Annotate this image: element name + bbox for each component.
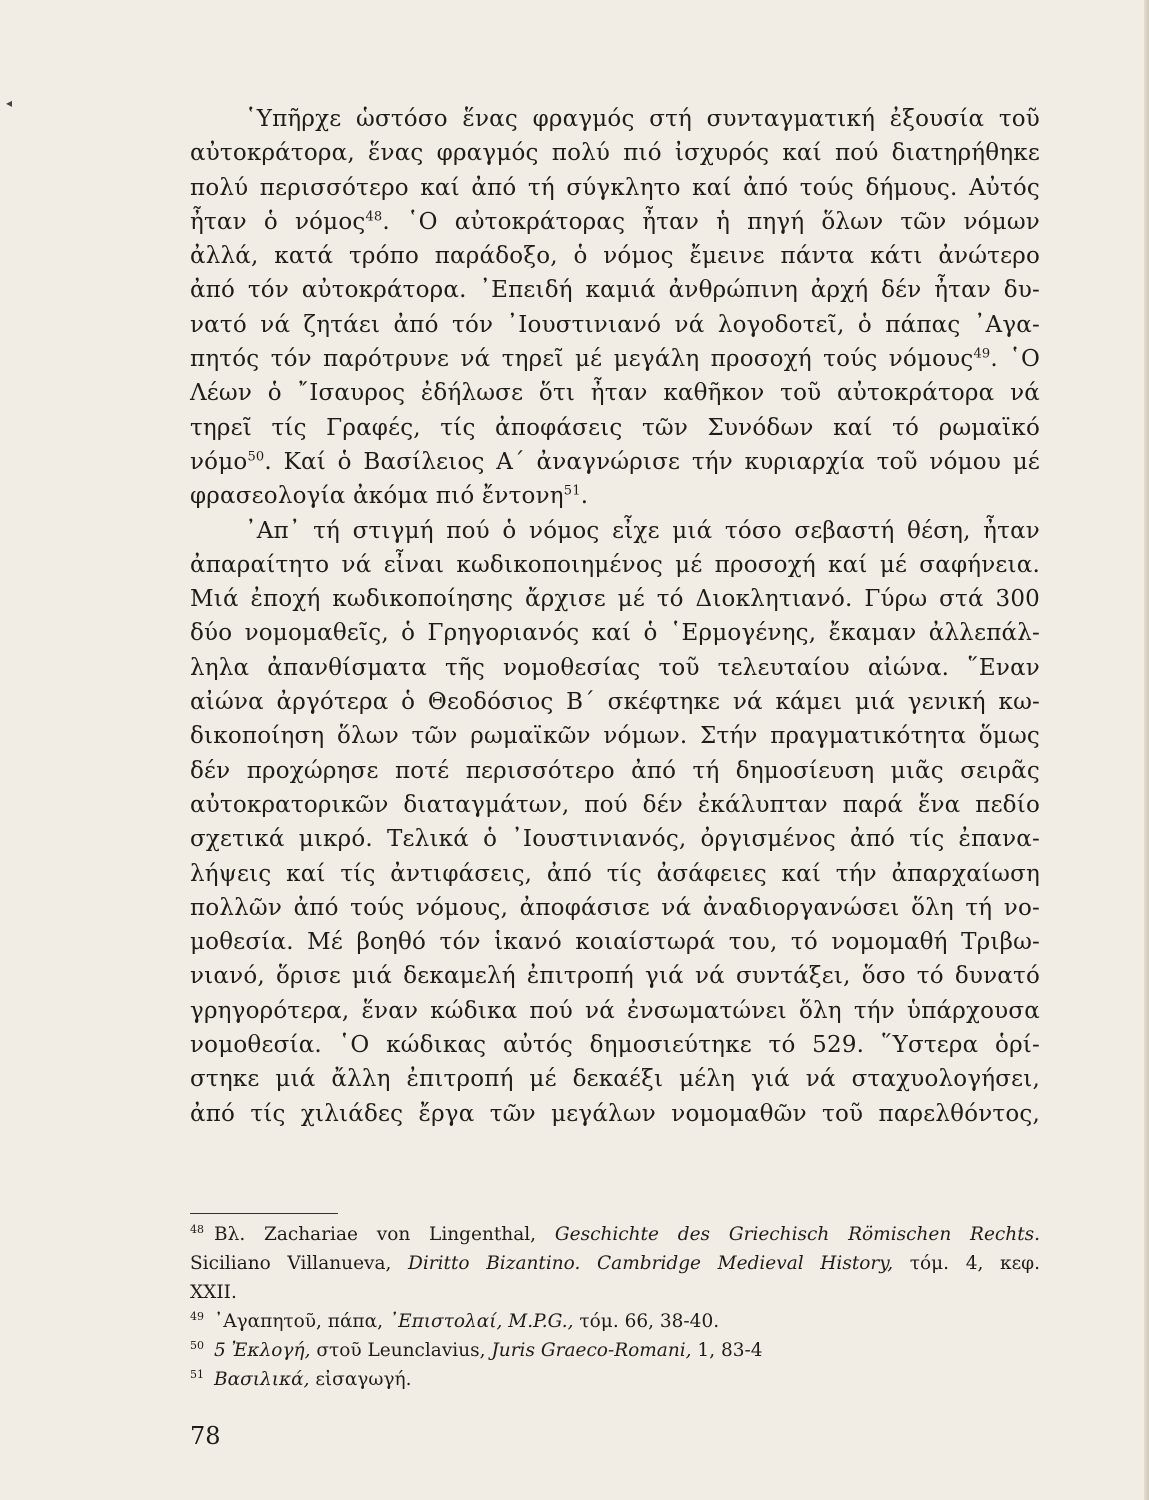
text-line [190,616,1040,650]
footnote-number: 50 [190,1338,204,1352]
line-text: Λέων ὁ ῎Ισαυρος ἐδήλωσε ὅτι ἦταν καθῆκον τοῦ αὐτοκράτορα νά [190,380,1040,407]
footnote-reference[interactable]: 50 [247,449,265,465]
text-line [190,685,1040,719]
footnote-50 [190,1336,1040,1365]
footnote-number: 49 [190,1309,204,1323]
line-text: μοθεσία. Μέ βοηθό τόν ἱκανό κοιαίστωρά του, τό νομομαθή Τριβω- [190,929,1040,956]
line-text: νόμο [190,448,248,475]
text-line [190,273,1040,307]
text-line [190,857,1040,891]
line-text: ἀπό τόν αὐτοκράτορα. ᾿Επειδή καμιά ἀνθρώπινη ἀρχή δέν ἦταν δυ- [190,277,1040,304]
footnote-number: 48 [190,1222,204,1236]
text-line [190,514,1040,548]
footnote-text: XXII. [190,1282,237,1303]
line-text: στηκε μιά ἄλλη ἐπιτροπή μέ δεκαέξι μέλη γιά νά σταχυολογήσει, [190,1066,1040,1093]
text-line [190,582,1040,616]
body-text [190,102,1040,1131]
text-line [190,925,1040,959]
line-text: ᾿Απ᾿ τή στιγμή πού ὁ νόμος εἶχε μιά τόσο σεβαστή θέση, ἦταν [245,517,1040,544]
text-line [190,239,1040,273]
line-text: γρηγορότερα, ἕναν κώδικα πού νά ἐνσωματώνει ὅλη τήν ὑπάρχουσα [190,997,1040,1024]
footnote-text: ᾿Αγαπητοῦ, πάπα, [214,1311,389,1332]
line-text-continued: . Καί ὁ Βασίλειος Α΄ ἀναγνώρισε τήν κυριαρχία τοῦ νόμου μέ [264,448,1040,475]
line-text: σχετικά μικρό. Τελικά ὁ ᾿Ιουστινιανός, ὀργισμένος ἀπό τίς ἐπανα- [190,826,1040,853]
page-number: 78 [190,1422,221,1450]
text-line [190,1062,1040,1096]
line-text: λήψεις καί τίς ἀντιφάσεις, ἀπό τίς ἀσάφειες καί τήν ἀπαρχαίωση [190,860,1040,887]
line-text: ἀλλά, κατά τρόπο παράδοξο, ὁ νόμος ἔμεινε πάντα κάτι ἀνώτερο [190,243,1040,270]
line-text: ἀπό τίς χιλιάδες ἔργα τῶν μεγάλων νομομαθῶν τοῦ παρελθόντος, [190,1100,1040,1127]
line-text: πολλῶν ἀπό τούς νόμους, ἀποφάσισε νά ἀναδιοργανώσει ὅλη τή νο- [190,894,1040,921]
line-text: νομοθεσία. ῾Ο κώδικας αὐτός δημοσιεύτηκε τό 529. ῞Υστερα ὁρί- [190,1032,1040,1059]
line-text: νατό νά ζητάει ἀπό τόν ᾿Ιουστινιανό νά λογοδοτεῖ, ὁ πάπας ᾿Αγα- [190,311,1040,338]
footnote-text: 1, 83-4 [691,1340,763,1361]
text-line [190,136,1040,170]
text-line [190,376,1040,410]
footnote-51 [190,1365,1040,1394]
line-text: δέν προχώρησε ποτέ περισσότερο ἀπό τή δημοσίευση μιᾶς σειρᾶς [190,757,1040,784]
footnote-title: Βασιλικά, [214,1369,310,1390]
line-text-continued: . ῾Ο αὐτοκράτορας ἦταν ἡ πηγή ὅλων τῶν νόμων [382,208,1040,235]
footnote-text: στοῦ Leunclavius, [310,1340,492,1361]
line-text: πολύ περισσότερο καί ἀπό τή σύγκλητο καί ἀπό τούς δήμους. Αὐτός [190,174,1040,201]
line-text: δύο νομομαθεῖς, ὁ Γρηγοριανός καί ὁ ῾Ερμογένης, ἔκαμαν ἀλλεπάλ- [190,620,1040,647]
text-line [190,959,1040,993]
text-line [190,788,1040,822]
footnote-rule [190,1213,338,1214]
footnote-48-line-2 [190,1249,1040,1278]
footnote-reference[interactable]: 51 [563,483,581,499]
footnotes [190,1220,1040,1394]
line-text: φρασεολογία ἀκόμα πιό ἔντονη [190,483,564,510]
line-text: αὐτοκράτορα, ἕνας φραγμός πολύ πιό ἰσχυρός καί πού διατηρήθηκε [190,140,1040,167]
text-line [190,1097,1040,1131]
text-line [190,651,1040,685]
text-line [190,102,1040,136]
line-text: αἰώνα ἀργότερα ὁ Θεοδόσιος Β΄ σκέφτηκε νά κάμει μιά γενική κω- [190,689,1040,716]
footnote-text: τόμ. 4, κεφ. [893,1253,1040,1274]
text-line [190,205,1040,239]
text-line [190,479,1040,513]
text-line [190,1028,1040,1062]
line-text-continued: . [580,483,589,510]
footnote-text: εἰσαγωγή. [309,1369,412,1390]
line-text: ἦταν ὁ νόμος [190,208,366,235]
footnote-reference[interactable]: 49 [973,346,991,362]
footnote-48-line-3 [190,1278,1040,1307]
footnote-text: Siciliano Villanueva, [190,1253,409,1274]
line-text: νιανό, ὅρισε μιά δεκαμελή ἐπιτροπή γιά νά συντάξει, ὅσο τό δυνατό [190,963,1040,990]
text-line [190,445,1040,479]
line-text: Μιά ἐποχή κωδικοποίησης ἄρχισε μέ τό Διοκλητιανό. Γύρω στά 300 [190,586,1040,613]
footnote-49 [190,1307,1040,1336]
footnote-text: τόμ. 66, 38-40. [573,1311,720,1332]
page-edge [1144,0,1149,1500]
footnote-title: Juris Graeco-Romani, [491,1340,692,1361]
line-text: δικοποίηση ὅλων τῶν ρωμαϊκῶν νόμων. Στήν πραγματικότητα ὅμως [190,723,1040,750]
line-text-continued: . ῾Ο [990,346,1040,373]
text-line [190,342,1040,376]
text-line [190,754,1040,788]
line-text: ληλα ἀπανθίσματα τῆς νομοθεσίας τοῦ τελευταίου αἰώνα. ῞Εναν [190,654,1040,681]
text-line [190,719,1040,753]
footnote-48 [190,1220,1040,1249]
line-text: αὐτοκρατορικῶν διαταγμάτων, πού δέν ἐκάλυπταν παρά ἕνα πεδίο [190,791,1040,818]
text-line [190,308,1040,342]
text-line [190,411,1040,445]
line-text: πητός τόν παρότρυνε νά τηρεῖ μέ μεγάλη προσοχή τούς νόμους [190,346,974,373]
text-line [190,822,1040,856]
footnote-reference[interactable]: 48 [365,209,383,225]
footnote-title: Geschichte des Griechisch Römischen Rechts. [554,1224,1041,1245]
footnote-title: Diritto Bizantino. Cambridge Medieval History, [408,1253,894,1274]
line-text: τηρεῖ τίς Γραφές, τίς ἀποφάσεις τῶν Συνόδων καί τό ρωμαϊκό [190,414,1040,441]
text-line [190,171,1040,205]
footnote-title: ᾿Επιστολαί, M.P.G., [388,1311,574,1332]
margin-mark: ◂ [6,96,13,110]
footnote-number: 51 [190,1367,204,1381]
text-line [190,891,1040,925]
text-line [190,548,1040,582]
footnote-title: 5 Ἐκλογή, [214,1340,311,1361]
line-text: ἀπαραίτητο νά εἶναι κωδικοποιημένος μέ προσοχή καί μέ σαφήνεια. [190,551,1040,578]
line-text: ῾Υπῆρχε ὡστόσο ἕνας φραγμός στή συνταγματική ἐξουσία τοῦ [245,106,1040,132]
footnote-text: Βλ. Zachariae von Lingenthal, [214,1224,555,1245]
text-line [190,994,1040,1028]
